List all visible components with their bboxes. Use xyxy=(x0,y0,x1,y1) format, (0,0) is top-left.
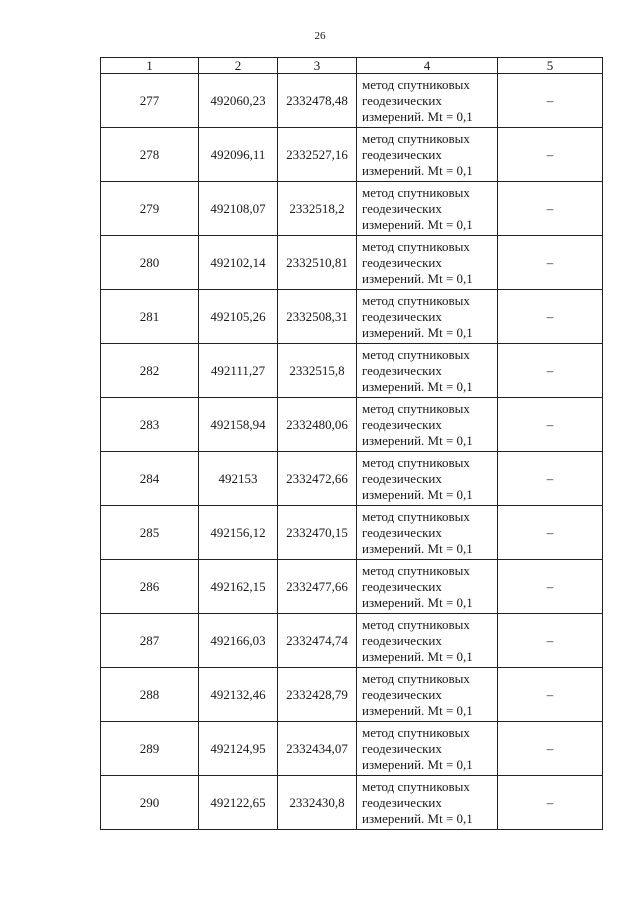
x-coordinate-cell: 492108,07 xyxy=(199,182,278,236)
table-body xyxy=(101,74,603,830)
note-cell: – xyxy=(498,74,603,128)
method-line: метод спутниковых xyxy=(362,778,470,794)
x-coordinate-cell: 492105,26 xyxy=(199,290,278,344)
note-cell: – xyxy=(498,722,603,776)
x-coordinate-cell: 492132,46 xyxy=(199,668,278,722)
method-line: измерений. Mt = 0,1 xyxy=(362,594,473,610)
table-row xyxy=(101,290,603,344)
note-cell: – xyxy=(498,344,603,398)
x-coordinate-cell: 492162,15 xyxy=(199,560,278,614)
table-row xyxy=(101,560,603,614)
x-coordinate-cell: 492166,03 xyxy=(199,614,278,668)
y-coordinate-cell: 2332430,8 xyxy=(278,776,357,830)
y-coordinate-cell: 2332470,15 xyxy=(278,506,357,560)
note-cell: – xyxy=(498,506,603,560)
method-line: метод спутниковых xyxy=(362,670,470,686)
table-row xyxy=(101,668,603,722)
y-coordinate-cell: 2332478,48 xyxy=(278,74,357,128)
y-coordinate-cell: 2332472,66 xyxy=(278,452,357,506)
method-cell xyxy=(357,128,498,182)
table-row xyxy=(101,614,603,668)
y-coordinate-cell: 2332428,79 xyxy=(278,668,357,722)
point-number-cell: 277 xyxy=(101,74,199,128)
column-header-2: 2 xyxy=(199,58,278,74)
x-coordinate-cell: 492158,94 xyxy=(199,398,278,452)
method-line: геодезических xyxy=(362,254,442,270)
method-line: геодезических xyxy=(362,470,442,486)
x-coordinate-cell: 492156,12 xyxy=(199,506,278,560)
note-cell: – xyxy=(498,236,603,290)
y-coordinate-cell: 2332510,81 xyxy=(278,236,357,290)
method-line: измерений. Mt = 0,1 xyxy=(362,702,473,718)
method-line: измерений. Mt = 0,1 xyxy=(362,324,473,340)
method-line: геодезических xyxy=(362,308,442,324)
note-cell: – xyxy=(498,182,603,236)
method-line: метод спутниковых xyxy=(362,454,470,470)
method-line: метод спутниковых xyxy=(362,346,470,362)
method-line: измерений. Mt = 0,1 xyxy=(362,108,473,124)
table-row xyxy=(101,344,603,398)
note-cell: – xyxy=(498,128,603,182)
note-cell: – xyxy=(498,668,603,722)
column-header-3: 3 xyxy=(278,58,357,74)
column-header-1: 1 xyxy=(101,58,199,74)
table-header-row xyxy=(101,58,603,74)
point-number-cell: 290 xyxy=(101,776,199,830)
x-coordinate-cell: 492124,95 xyxy=(199,722,278,776)
table-row xyxy=(101,722,603,776)
table-row xyxy=(101,506,603,560)
note-cell: – xyxy=(498,776,603,830)
x-coordinate-cell: 492153 xyxy=(199,452,278,506)
method-cell xyxy=(357,668,498,722)
table-row xyxy=(101,452,603,506)
y-coordinate-cell: 2332480,06 xyxy=(278,398,357,452)
note-cell: – xyxy=(498,290,603,344)
method-cell xyxy=(357,74,498,128)
table-row xyxy=(101,776,603,830)
method-line: метод спутниковых xyxy=(362,184,470,200)
x-coordinate-cell: 492102,14 xyxy=(199,236,278,290)
method-line: измерений. Mt = 0,1 xyxy=(362,540,473,556)
method-line: измерений. Mt = 0,1 xyxy=(362,756,473,772)
y-coordinate-cell: 2332518,2 xyxy=(278,182,357,236)
method-line: измерений. Mt = 0,1 xyxy=(362,486,473,502)
table-row xyxy=(101,182,603,236)
method-line: геодезических xyxy=(362,200,442,216)
method-cell xyxy=(357,452,498,506)
method-cell xyxy=(357,560,498,614)
method-line: метод спутниковых xyxy=(362,562,470,578)
method-line: метод спутниковых xyxy=(362,292,470,308)
column-header-5: 5 xyxy=(498,58,603,74)
method-cell xyxy=(357,506,498,560)
x-coordinate-cell: 492122,65 xyxy=(199,776,278,830)
method-line: геодезических xyxy=(362,146,442,162)
method-line: геодезических xyxy=(362,740,442,756)
method-line: метод спутниковых xyxy=(362,616,470,632)
point-number-cell: 288 xyxy=(101,668,199,722)
method-cell xyxy=(357,182,498,236)
note-cell: – xyxy=(498,452,603,506)
method-line: измерений. Mt = 0,1 xyxy=(362,648,473,664)
table-row xyxy=(101,128,603,182)
point-number-cell: 285 xyxy=(101,506,199,560)
method-cell xyxy=(357,398,498,452)
method-line: измерений. Mt = 0,1 xyxy=(362,810,473,826)
method-cell xyxy=(357,344,498,398)
point-number-cell: 282 xyxy=(101,344,199,398)
y-coordinate-cell: 2332515,8 xyxy=(278,344,357,398)
method-line: измерений. Mt = 0,1 xyxy=(362,162,473,178)
y-coordinate-cell: 2332527,16 xyxy=(278,128,357,182)
method-line: метод спутниковых xyxy=(362,724,470,740)
method-line: измерений. Mt = 0,1 xyxy=(362,378,473,394)
note-cell: – xyxy=(498,614,603,668)
method-cell xyxy=(357,776,498,830)
y-coordinate-cell: 2332508,31 xyxy=(278,290,357,344)
method-cell xyxy=(357,614,498,668)
note-cell: – xyxy=(498,560,603,614)
point-number-cell: 287 xyxy=(101,614,199,668)
table-row xyxy=(101,74,603,128)
method-cell xyxy=(357,236,498,290)
method-line: геодезических xyxy=(362,92,442,108)
x-coordinate-cell: 492096,11 xyxy=(199,128,278,182)
table-row xyxy=(101,398,603,452)
method-line: геодезических xyxy=(362,416,442,432)
x-coordinate-cell: 492111,27 xyxy=(199,344,278,398)
note-cell: – xyxy=(498,398,603,452)
x-coordinate-cell: 492060,23 xyxy=(199,74,278,128)
method-line: метод спутниковых xyxy=(362,238,470,254)
method-line: геодезических xyxy=(362,362,442,378)
method-line: измерений. Mt = 0,1 xyxy=(362,216,473,232)
method-cell xyxy=(357,290,498,344)
method-line: геодезических xyxy=(362,794,442,810)
point-number-cell: 289 xyxy=(101,722,199,776)
point-number-cell: 279 xyxy=(101,182,199,236)
point-number-cell: 281 xyxy=(101,290,199,344)
coordinates-table xyxy=(100,57,603,830)
y-coordinate-cell: 2332477,66 xyxy=(278,560,357,614)
point-number-cell: 278 xyxy=(101,128,199,182)
method-line: метод спутниковых xyxy=(362,76,470,92)
point-number-cell: 280 xyxy=(101,236,199,290)
y-coordinate-cell: 2332474,74 xyxy=(278,614,357,668)
y-coordinate-cell: 2332434,07 xyxy=(278,722,357,776)
point-number-cell: 283 xyxy=(101,398,199,452)
method-line: измерений. Mt = 0,1 xyxy=(362,270,473,286)
column-header-4: 4 xyxy=(357,58,498,74)
method-line: геодезических xyxy=(362,686,442,702)
method-line: метод спутниковых xyxy=(362,130,470,146)
method-cell xyxy=(357,722,498,776)
table-row xyxy=(101,236,603,290)
method-line: геодезических xyxy=(362,524,442,540)
method-line: измерений. Mt = 0,1 xyxy=(362,432,473,448)
method-line: метод спутниковых xyxy=(362,508,470,524)
method-line: геодезических xyxy=(362,578,442,594)
point-number-cell: 284 xyxy=(101,452,199,506)
point-number-cell: 286 xyxy=(101,560,199,614)
page-number: 26 xyxy=(314,30,326,42)
method-line: геодезических xyxy=(362,632,442,648)
method-line: метод спутниковых xyxy=(362,400,470,416)
